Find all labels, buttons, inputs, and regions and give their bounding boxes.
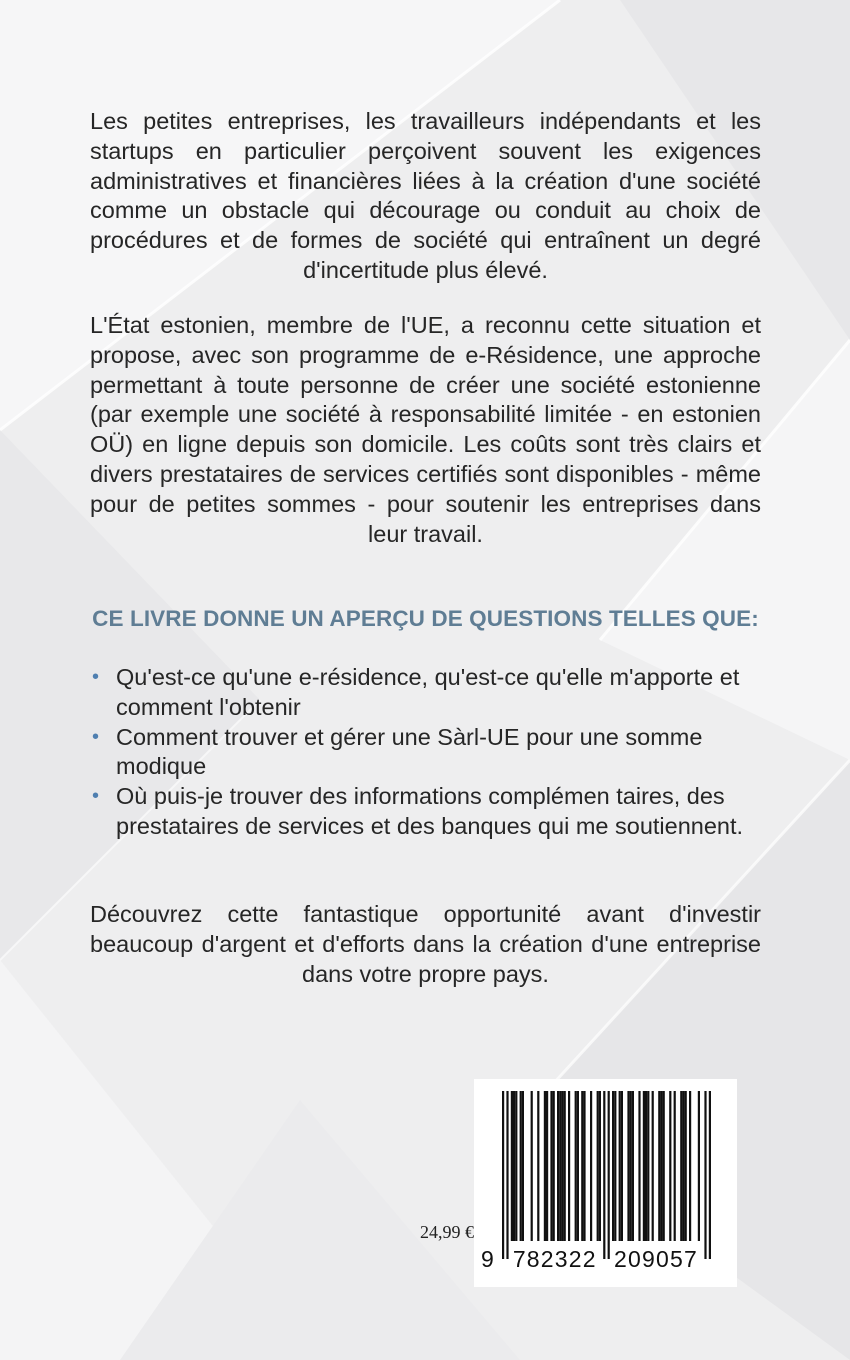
barcode-bar [502, 1091, 504, 1259]
barcode-bar [531, 1091, 533, 1241]
barcode-bar [599, 1091, 601, 1241]
barcode-bar [550, 1091, 552, 1241]
barcode-bar [559, 1091, 561, 1241]
barcode-bar [630, 1091, 632, 1241]
bullet-icon: • [92, 725, 100, 748]
list-item [90, 663, 761, 723]
barcode-bar [557, 1091, 559, 1241]
barcode-digits: 209057 [614, 1246, 698, 1272]
barcode-bar [698, 1091, 700, 1241]
barcode-bar [614, 1091, 616, 1241]
barcode-bar [564, 1091, 566, 1241]
list-item [90, 723, 761, 783]
barcode-bar [612, 1091, 614, 1241]
isbn-barcode [474, 1079, 737, 1287]
barcode-bar [506, 1091, 508, 1259]
barcode-bar [652, 1091, 654, 1241]
barcode-bar [704, 1091, 706, 1259]
barcode-bar [660, 1091, 662, 1241]
barcode-bar [689, 1091, 691, 1241]
barcode-bar [663, 1091, 665, 1241]
barcode-bar [643, 1091, 645, 1241]
barcode-icon [474, 1079, 737, 1287]
barcode-bar [658, 1091, 660, 1241]
barcode-bar [680, 1091, 682, 1241]
barcode-bar [581, 1091, 583, 1241]
barcode-bar [575, 1091, 577, 1241]
barcode-bar [645, 1091, 647, 1241]
bullet-icon: • [92, 785, 100, 808]
barcode-bar [627, 1091, 629, 1241]
price-label: 24,99 € [420, 1222, 474, 1242]
barcode-bar [513, 1091, 515, 1241]
list-item-text: Où puis-je trouver des informations complémen taires, des prestataires de services et des banques qui me soutiennent. [116, 783, 744, 839]
bullet-icon: • [92, 666, 100, 688]
barcode-bar [669, 1091, 671, 1241]
list-item-text: Comment trouver et gérer une Sàrl-UE pour une somme modique [116, 723, 703, 780]
barcode-bar [682, 1091, 684, 1241]
barcode-bar [511, 1091, 513, 1241]
barcode-bar [603, 1091, 605, 1259]
list-item-text: Qu'est-ce qu'une e-résidence, qu'est-ce qu'elle m'apporte et comment l'obtenir [116, 664, 740, 720]
barcode-bar [546, 1091, 548, 1241]
section-heading: CE LIVRE DONNE UN APERÇU DE QUESTIONS TELLES QUE: [92, 606, 759, 631]
barcode-bar [553, 1091, 555, 1241]
intro-paragraph: Les petites entreprises, les travailleurs indépendants et les startups en particulier perçoivent souvent les exigences administratives et financières liées à la création d'une société comme un obstacle qui décourage ou conduit au choix de procédures et de formes de société qui entraînent un degré d'incertitude plus élevé. [90, 108, 761, 283]
barcode-bar [590, 1091, 592, 1241]
barcode-digits: 9 [481, 1246, 495, 1272]
barcode-bar [647, 1091, 649, 1241]
barcode-bar [568, 1091, 570, 1241]
barcode-bar [619, 1091, 621, 1241]
barcode-bar [520, 1091, 522, 1241]
barcode-bar [583, 1091, 585, 1241]
barcode-bar [522, 1091, 524, 1241]
barcode-bar [515, 1091, 517, 1241]
barcode-bar [597, 1091, 599, 1241]
barcode-digits: 782322 [512, 1246, 597, 1272]
barcode-bar [709, 1091, 711, 1259]
barcode-bar [561, 1091, 563, 1241]
barcode-bar [638, 1091, 640, 1241]
question-list [90, 663, 761, 842]
barcode-bar [621, 1091, 623, 1241]
barcode-bar [537, 1091, 539, 1241]
barcode-bar [632, 1091, 634, 1241]
barcode-bar [544, 1091, 546, 1241]
barcode-bar [674, 1091, 676, 1241]
estonia-paragraph: L'État estonien, membre de l'UE, a reconnu cette situation et propose, avec son programme de e-Résidence, une approche permettant à toute personne de créer une société estonienne (par exemple une société à responsabilité limitée - en estonien OÜ) en ligne depuis son domicile. Les coûts sont très clairs et divers prestataires de services certifiés sont disponibles - même pour de petites sommes - pour soutenir les entreprises dans leur travail. [90, 312, 761, 547]
barcode-bar [685, 1091, 687, 1241]
closing-paragraph: Découvrez cette fantastique opportunité avant d'investir beaucoup d'argent et d'efforts dans la création d'une entreprise dans votre propre pays. [90, 901, 761, 987]
barcode-bar [577, 1091, 579, 1241]
barcode-bar [608, 1091, 610, 1259]
list-item [90, 782, 761, 842]
